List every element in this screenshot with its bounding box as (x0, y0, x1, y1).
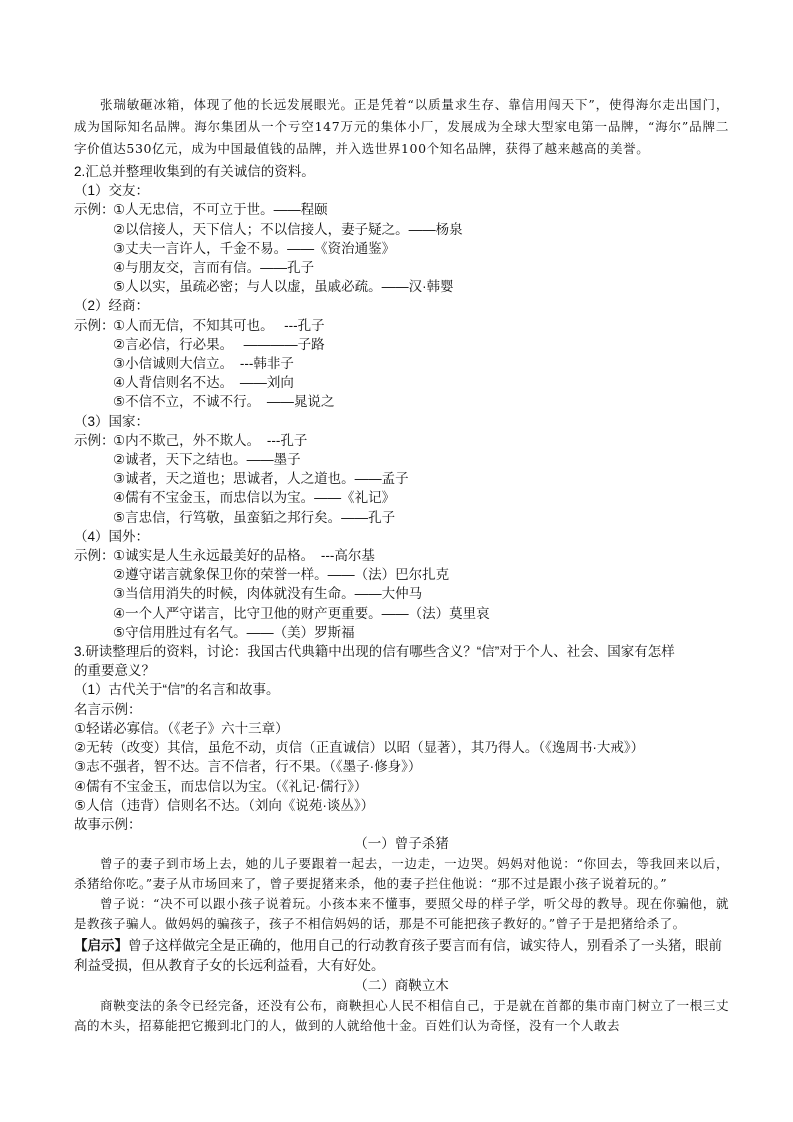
story-paragraph: 曾子的妻子到市场上去，她的儿子要跟着一起去，一边走，一边哭。妈妈对他说：“你回去，等我回来以后，杀猪给你吃。”妻子从市场回来了，曾子要捉猪来杀，他的妻子拦住他说：“那不过是跟小孩子说着玩的。” (74, 856, 729, 892)
quote-item: ③诚者，天之道也；思诚者，人之道也。——孟子 (113, 471, 409, 487)
example-label: 示例： (74, 202, 115, 218)
quote-item: ④一个人严守诺言，比守卫他的财产更重要。——（法）莫里哀 (113, 605, 490, 621)
insight-label: 【启示】 (74, 938, 128, 954)
example-label: 示例： (74, 548, 115, 564)
section-heading: （4）国外： (74, 528, 150, 544)
step-3-heading-line: 的重要意义？ (74, 663, 155, 679)
quote-item: ③当信用消失的时候，肉体就没有生命。——大仲马 (113, 586, 423, 602)
subheading: （1）古代关于“信”的名言和故事。 (74, 682, 280, 698)
ancient-quote: ④儒有不宝金玉，而忠信以为宝。（《礼记·儒行》） (74, 778, 368, 794)
story-zengzi (74, 834, 729, 976)
story-paragraph: 商鞅变法的条令已经完备，还没有公布，商鞅担心人民不相信自己，于是就在首都的集市南门树立了一根三丈高的木头，招募能把它搬到北门的人，做到的人就给他十金。百姓们认为奇怪，没有一个人敢去 (74, 998, 729, 1034)
step-2-heading: 2.汇总并整理收集到的有关诚信的资料。 (74, 164, 315, 179)
section-heading: （3）国家： (74, 413, 150, 429)
quote-item: ⑤言忠信，行笃敬，虽蛮貊之邦行矣。——孔子 (113, 509, 396, 525)
intro-paragraph: 张瑞敏砸冰箱，体现了他的长远发展眼光。正是凭着“以质量求生存、靠信用闯天下”，使得海尔走出国门，成为国际知名品牌。海尔集团从一个亏空147万元的集体小厂，发展成为全球大型家电第一品牌，“海尔”品牌二字价值达530亿元，成为中国最值钱的品牌，并入选世界100个知名品牌，获得了越来越高的美誉。 (74, 97, 729, 156)
section-business (74, 296, 729, 411)
insight-paragraph (74, 936, 729, 976)
ancient-quote: ⑤人信（违背）信则名不达。（刘向《说苑·谈丛》） (74, 797, 375, 813)
section-foreign (74, 527, 729, 642)
ancient-quote: ③志不强者，智不达。言不信者，行不果。（《墨子·修身》） (74, 759, 422, 775)
step-3-heading-line: 3.研读整理后的资料，讨论：我国古代典籍中出现的信有哪些含义？“信”对于个人、社会、国家有怎样 (74, 644, 675, 660)
quote-item: ③小信诚则大信立。 ---韩非子 (113, 356, 294, 372)
quote-item: ④人背信则名不达。 ——刘向 (113, 375, 294, 391)
quote-item: ①人无忠信，不可立于世。——程颐 (113, 202, 328, 218)
story-title: （二）商鞅立木 (354, 978, 449, 994)
step-2-block (74, 162, 729, 642)
section-friendship (74, 181, 729, 296)
quote-item: ⑤人以实，虽疏必密；与人以虚，虽戚必疏。——汉·韩婴 (113, 279, 454, 295)
quote-item: ①人而无信，不知其可也。 ---孔子 (113, 317, 325, 333)
quote-item: ②言必信，行必果。 ————子路 (113, 336, 325, 352)
ancient-quote: ②无转（改变）其信，虽危不动，贞信（正直诚信）以昭（显著），其乃得人。（《逸周书·大戒》） (74, 740, 645, 756)
section-heading: （1）交友： (74, 183, 150, 199)
quote-item: ②以信接人，天下信人；不以信接人，妻子疑之。——杨泉 (113, 221, 463, 237)
section-heading: （2）经商： (74, 298, 150, 314)
quote-item: ②遵守诺言就象保卫你的荣誉一样。——（法）巴尔扎克 (113, 567, 450, 583)
story-paragraph: 曾子说：“决不可以跟小孩子说着玩。小孩本来不懂事，要照父母的样子学，听父母的教导。现在你骗他，就是教孩子骗人。做妈妈的骗孩子，孩子不相信妈妈的话，那是不可能把孩子教好的。”曾子于是把猪给杀了。 (74, 896, 729, 932)
section-country (74, 412, 729, 527)
quote-item: ④儒有不宝金玉，而忠信以为宝。——《礼记》 (113, 490, 396, 506)
quote-item: ①诚实是人生永远最美好的品格。 ---高尔基 (113, 548, 375, 564)
quotes-label: 名言示例： (74, 701, 142, 717)
quote-item: ⑤不信不立，不诚不行。 ——晁说之 (113, 394, 335, 410)
insight-text: 曾子这样做完全是正确的，他用自己的行动教育孩子要言而有信，诚实待人，别看杀了一头猪，眼前利益受损，但从教育子女的长远利益看，大有好处。 (74, 938, 722, 974)
example-label: 示例： (74, 432, 115, 448)
ancient-quote: ①轻诺必寡信。（《老子》六十三章） (74, 720, 289, 736)
quote-item: ④与朋友交，言而有信。——孔子 (113, 260, 315, 276)
document-page (74, 94, 729, 1036)
story-title: （一）曾子杀猪 (354, 836, 449, 852)
quote-item: ②诚者，天下之结也。——墨子 (113, 452, 301, 468)
story-shangyang (74, 976, 729, 1036)
stories-label: 故事示例： (74, 816, 142, 832)
example-label: 示例： (74, 317, 115, 333)
quote-item: ①内不欺己，外不欺人。 ---孔子 (113, 432, 308, 448)
step-3-block (74, 642, 729, 834)
quote-item: ③丈夫一言许人，千金不易。——《资治通鉴》 (113, 240, 396, 256)
quote-item: ⑤守信用胜过有名气。——（美）罗斯福 (113, 624, 355, 640)
